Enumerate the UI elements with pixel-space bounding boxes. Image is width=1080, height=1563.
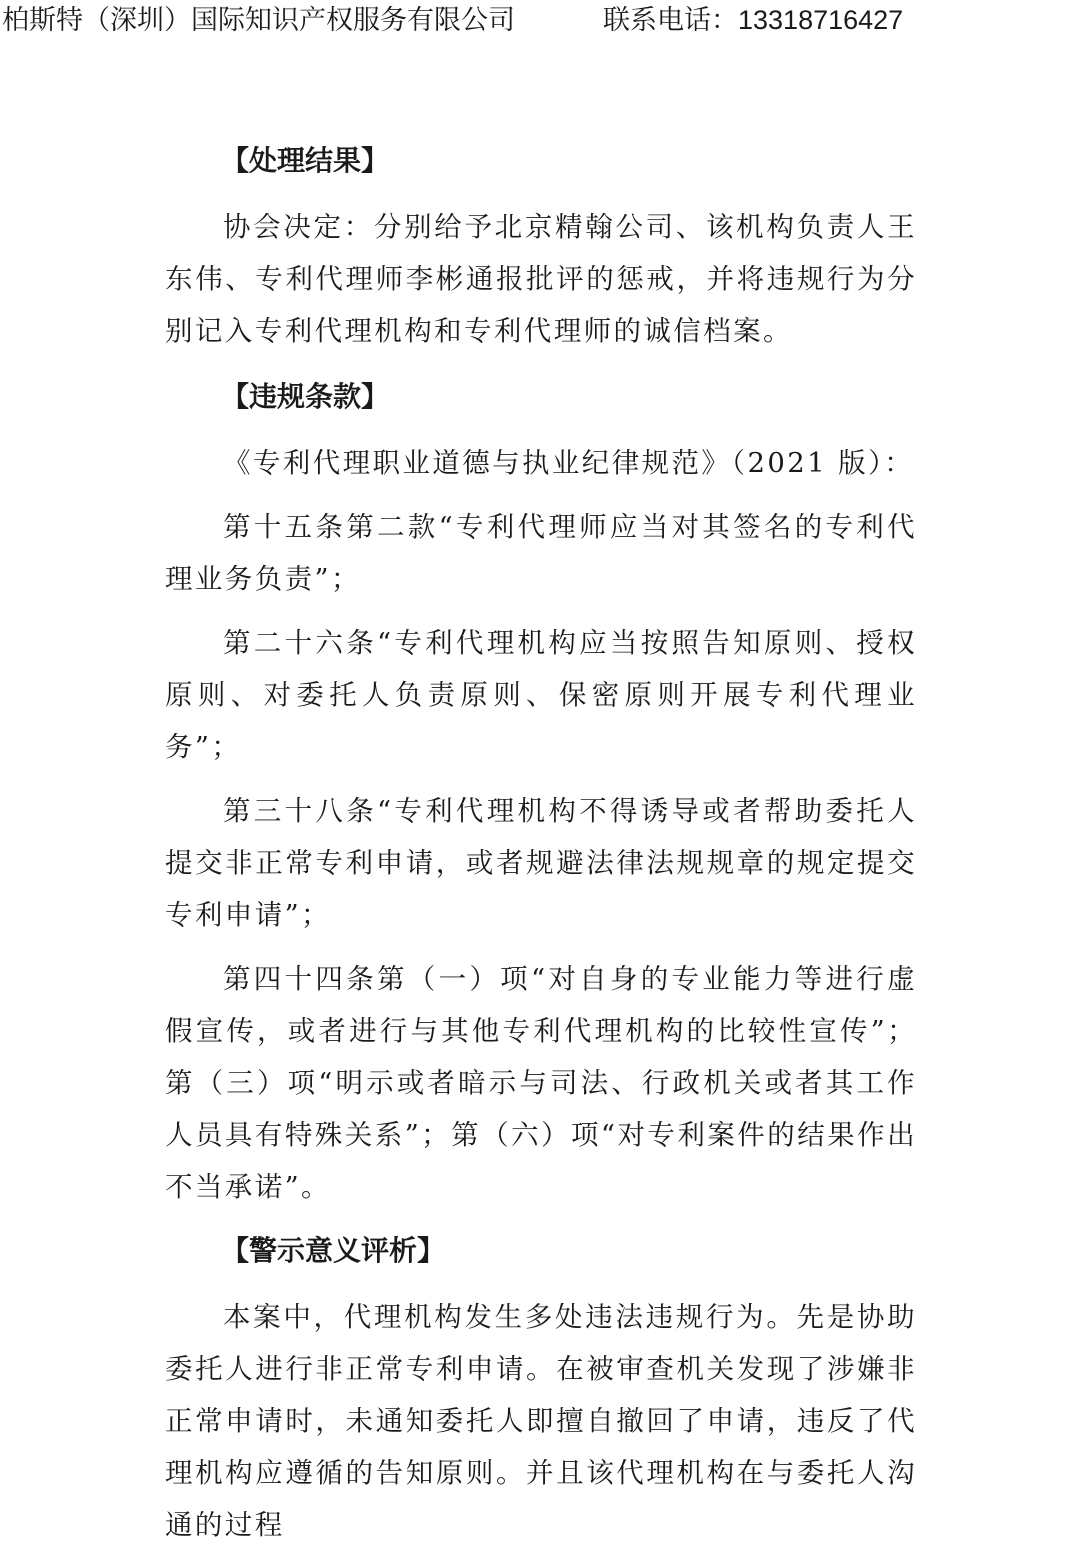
page-header (0, 0, 1080, 44)
violation-paragraph-article-15: 第十五条第二款“专利代理师应当对其签名的专利代理业务负责”； (165, 511, 917, 595)
company-name: 柏斯特（深圳）国际知识产权服务有限公司 (2, 5, 515, 35)
document-body (165, 135, 917, 1563)
violation-paragraph-article-26: 第二十六条“专利代理机构应当按照告知原则、授权原则、对委托人负责原则、保密原则开展专利代理业务”； (165, 627, 917, 763)
violation-paragraph-title: 《专利代理职业道德与执业纪律规范》（2021 版）： (223, 447, 915, 479)
violation-paragraph-article-38: 第三十八条“专利代理机构不得诱导或者帮助委托人提交非正常专利申请，或者规避法律法规规章的规定提交专利申请”； (165, 795, 917, 931)
violation-paragraph-article-44: 第四十四条第（一）项“对自身的专业能力等进行虚假宣传，或者进行与其他专利代理机构的比较性宣传”；第（三）项“明示或者暗示与司法、行政机关或者其工作人员具有特殊关系”；第（六）项“对专利案件的结果作出不当承诺”。 (165, 963, 917, 1203)
contact-phone: 联系电话：13318716427 (603, 5, 904, 35)
analysis-paragraph: 本案中，代理机构发生多处违法违规行为。先是协助委托人进行非正常专利申请。在被审查机关发现了涉嫌非正常申请时，未通知委托人即擅自撤回了申请，违反了代理机构应遵循的告知原则。并且该代理机构在与委托人沟通的过程 (165, 1301, 917, 1541)
section-heading-analysis: 【警示意义评析】 (221, 1234, 446, 1267)
section-heading-violations: 【违规条款】 (221, 380, 390, 413)
result-paragraph: 协会决定：分别给予北京精翰公司、该机构负责人王东伟、专利代理师李彬通报批评的惩戒，并将违规行为分别记入专利代理机构和专利代理师的诚信档案。 (165, 211, 917, 347)
section-heading-result: 【处理结果】 (221, 144, 390, 177)
